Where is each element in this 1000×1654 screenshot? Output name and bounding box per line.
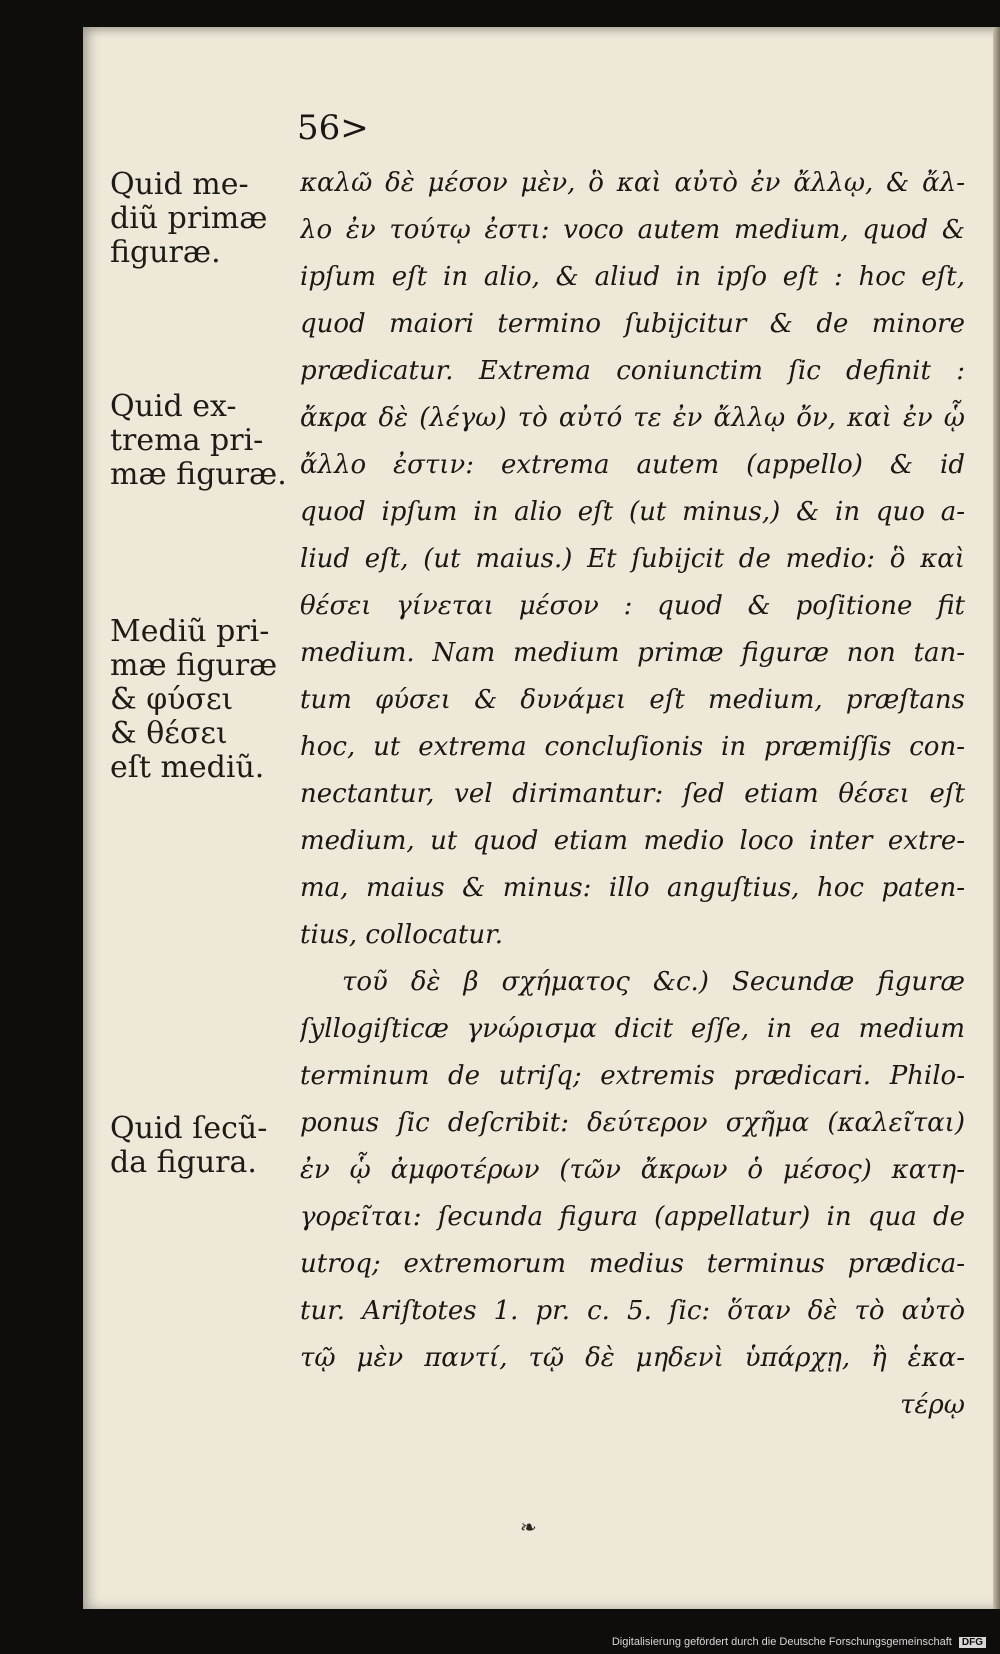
margin-note-text: Quid ex- trema pri- mæ figuræ. (110, 389, 287, 492)
text-line: liud eſt, (ut maius.) Et ſubijcit de medio: ὃ καὶ (300, 544, 965, 574)
page-edge (993, 27, 1000, 1609)
catchword: τέρῳ (900, 1390, 965, 1420)
credit-text: Digitalisierung gefördert durch die Deutsche Forschungsgemeinschaft (611, 1636, 952, 1648)
text-line: utroq; extremorum medius terminus prædica- (300, 1249, 965, 1279)
text-line: medium, ut quod etiam medio loco inter extre- (300, 826, 965, 856)
text-line: tum φύσει & δυνάμει eſt medium, præſtans (300, 685, 965, 715)
text-line: hoc, ut extrema concluſionis in præmiſſis con- (300, 732, 965, 762)
text-line: ſyllogiſticæ γνώρισμα dicit eſſe, in ea medium (300, 1014, 965, 1044)
margin-note-second-figure (110, 1112, 267, 1180)
ornament-icon: ❧ (520, 1515, 537, 1539)
text-line: tius, collocatur. (300, 920, 503, 950)
dfg-logo: DFG (959, 1637, 986, 1648)
text-line: καλῶ δὲ μέσον μὲν, ὃ καὶ αὐτὸ ἐν ἄλλῳ, & ἄλ- (300, 168, 965, 198)
text-line: τοῦ δὲ β σχήματος &c.) Secundæ figuræ (342, 967, 965, 997)
text-line: θέσει γίνεται μέσον : quod & poſitione fit (300, 591, 965, 621)
text-line: ponus ſic deſcribit: δεύτερον σχῆμα (καλεῖται) (300, 1108, 965, 1138)
margin-note-medium-nature (110, 615, 277, 785)
text-line: τῷ μὲν παντί, τῷ δὲ μηδενὶ ὑπάρχῃ, ἢ ἑκα- (300, 1343, 965, 1373)
text-line: tur. Ariſtotes 1. pr. c. 5. ſic: ὅταν δὲ τὸ αὐτὸ (300, 1296, 965, 1326)
margin-note-text: Mediũ pri- mæ figuræ & φύσει & θέσει eſt mediũ. (110, 614, 278, 785)
text-line: nectantur, vel dirimantur: ſed etiam θέσει eſt (300, 779, 965, 809)
text-line: λο ἐν τούτῳ ἐστι: voco autem medium, quod & (300, 215, 965, 245)
text-line: quod ipſum in alio eſt (ut minus,) & in quo a- (300, 497, 965, 527)
text-line: ἄκρα δὲ (λέγω) τὸ αὐτό τε ἐν ἄλλῳ ὄν, καὶ ἐν ᾧ (300, 403, 965, 433)
text-line: ma, maius & minus: illo anguſtius, hoc paten- (300, 873, 965, 903)
text-line: ἐν ᾧ ἀμφοτέρων (τῶν ἄκρων ὁ μέσος) κατη- (300, 1155, 965, 1185)
text-line: medium. Nam medium primæ figuræ non tan- (300, 638, 965, 668)
body-text (300, 160, 965, 1429)
margin-note-text: Quid me- diũ primæ figuræ. (110, 167, 268, 270)
margin-note-extremes (110, 390, 287, 492)
text-line: prædicatur. Extrema coniunctim ſic definit : (300, 356, 965, 386)
text-line: γορεῖται: ſecunda figura (appellatur) in qua de (300, 1202, 965, 1232)
text-line: terminum de utriſq; extremis prædicari. Philo- (300, 1061, 965, 1091)
text-line: ἄλλο ἐστιν: extrema autem (appello) & id (300, 450, 965, 480)
margin-note-text: Quid ſecũ- da figura. (110, 1111, 268, 1180)
margin-note-medium (110, 168, 267, 270)
page-number: 56> (297, 108, 369, 148)
digitization-credit (612, 1636, 986, 1648)
text-line: quod maiori termino ſubijcitur & de minore (300, 309, 965, 339)
text-line: ipſum eſt in alio, & aliud in ipſo eſt : hoc eſt, (300, 262, 965, 292)
